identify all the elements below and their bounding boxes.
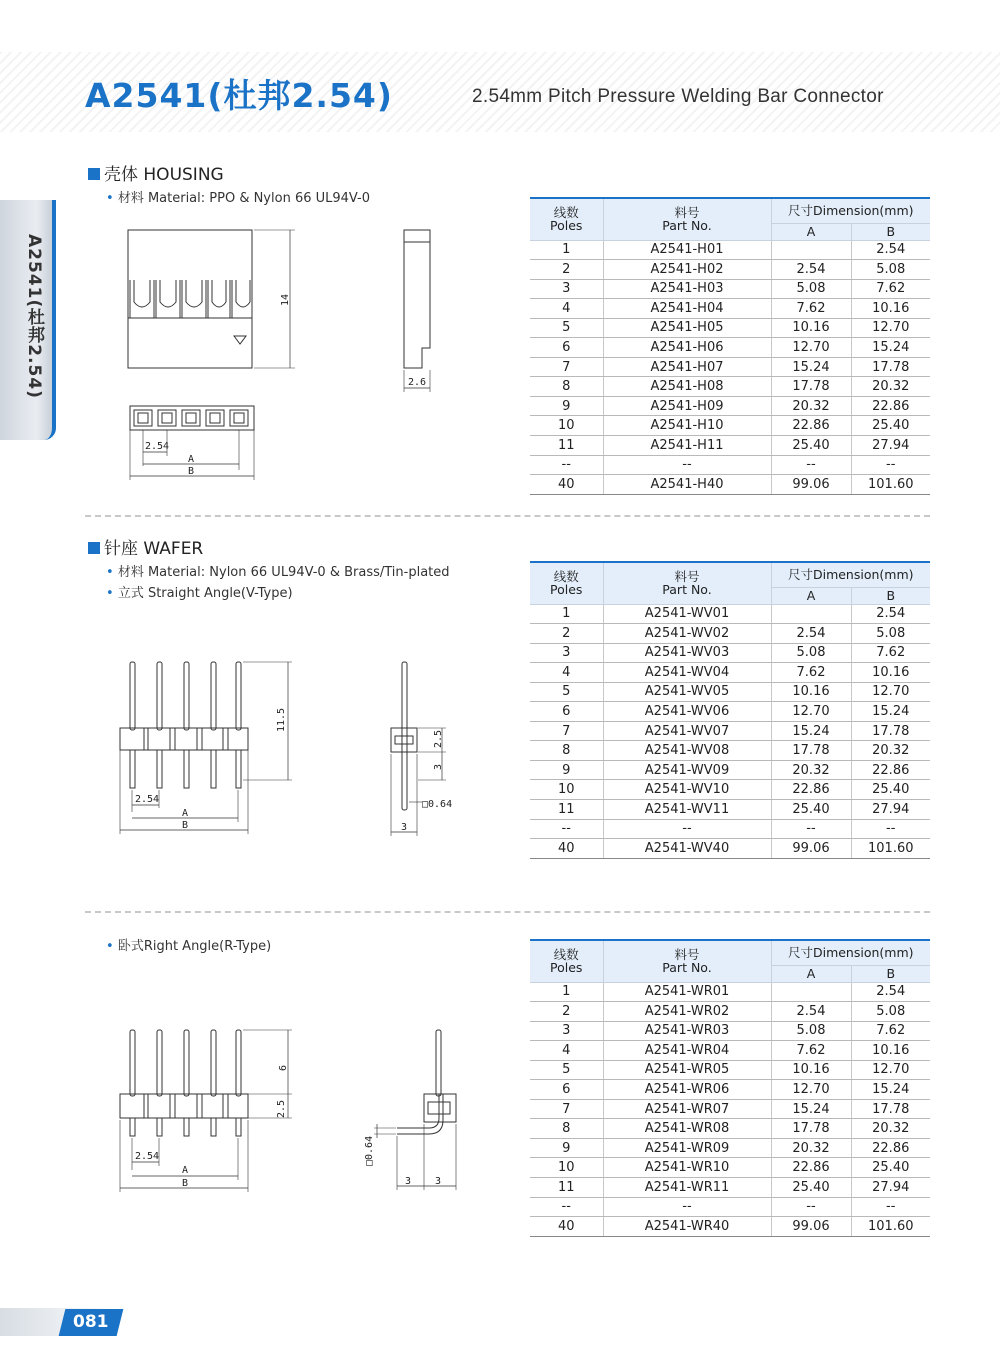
cell-b: 15.24 <box>851 1080 930 1100</box>
cell-a: 17.78 <box>771 1119 851 1139</box>
col-a: A <box>771 965 851 982</box>
cell-b: 101.60 <box>851 1217 930 1237</box>
cell-b: 2.54 <box>851 240 930 260</box>
col-poles: 线数 Poles <box>530 198 603 240</box>
cell-b: 15.24 <box>851 338 930 358</box>
table-row <box>530 721 930 741</box>
housing-drawing <box>100 210 460 490</box>
cell-poles: 10 <box>530 780 603 800</box>
cell-a: 5.08 <box>771 643 851 663</box>
cell-poles: 6 <box>530 702 603 722</box>
table-row <box>530 1002 930 1022</box>
cell-a: 20.32 <box>771 760 851 780</box>
cell-part-no: A2541-WR10 <box>603 1158 771 1178</box>
cell-poles: 11 <box>530 435 603 455</box>
table-row <box>530 1138 930 1158</box>
col-part-no: 料号 Part No. <box>603 562 771 604</box>
cell-b: 7.62 <box>851 1021 930 1041</box>
cell-part-no: -- <box>603 819 771 839</box>
cell-poles: 40 <box>530 1217 603 1237</box>
housing-table <box>530 197 930 495</box>
table-row <box>530 396 930 416</box>
table-row <box>530 357 930 377</box>
wafer-v-dim-depth: 3 <box>401 822 408 833</box>
cell-a: 12.70 <box>771 1080 851 1100</box>
cell-part-no: A2541-WR09 <box>603 1138 771 1158</box>
housing-title-text: 壳体 HOUSING <box>104 165 224 185</box>
cell-poles: 10 <box>530 1158 603 1178</box>
cell-part-no: A2541-H08 <box>603 377 771 397</box>
table-row <box>530 435 930 455</box>
cell-poles: 11 <box>530 1177 603 1197</box>
cell-poles: 6 <box>530 338 603 358</box>
cell-a: -- <box>771 455 851 475</box>
cell-b: -- <box>851 1197 930 1217</box>
housing-dim-a: A <box>188 454 195 465</box>
table-row <box>530 799 930 819</box>
col-b: B <box>851 965 930 982</box>
cell-a: 12.70 <box>771 702 851 722</box>
cell-b: 20.32 <box>851 1119 930 1139</box>
cell-b: 22.86 <box>851 760 930 780</box>
col-a: A <box>771 587 851 604</box>
wafer-r-dim-mid: 2.5 <box>276 1099 287 1118</box>
wafer-r-dim-x1: 3 <box>405 1176 412 1187</box>
col-poles: 线数 Poles <box>530 940 603 982</box>
table-row <box>530 780 930 800</box>
wafer-title-text: 针座 WAFER <box>104 539 204 559</box>
wafer-r-dim-top: 6 <box>278 1064 289 1071</box>
wafer-r-dim-pin: □0.64 <box>364 1135 375 1166</box>
cell-b: 2.54 <box>851 982 930 1002</box>
cell-a: 99.06 <box>771 1217 851 1237</box>
cell-a: 15.24 <box>771 357 851 377</box>
housing-material: • 材料 Material: PPO & Nylon 66 UL94V-0 <box>106 187 370 206</box>
table-row <box>530 1080 930 1100</box>
cell-poles: 6 <box>530 1080 603 1100</box>
cell-a: 25.40 <box>771 1177 851 1197</box>
table-row <box>530 760 930 780</box>
cell-a: 22.86 <box>771 1158 851 1178</box>
cell-part-no: A2541-WV09 <box>603 760 771 780</box>
cell-a: 25.40 <box>771 799 851 819</box>
cell-b: 5.08 <box>851 624 930 644</box>
wafer-type-r: • 卧式Right Angle(R-Type) <box>106 935 271 954</box>
table-row <box>530 982 930 1002</box>
cell-part-no: A2541-WR06 <box>603 1080 771 1100</box>
cell-poles: 2 <box>530 1002 603 1022</box>
cell-b: 27.94 <box>851 799 930 819</box>
cell-a: 10.16 <box>771 1060 851 1080</box>
housing-dim-b: B <box>188 466 195 477</box>
cell-part-no: A2541-WV03 <box>603 643 771 663</box>
housing-dim-depth: 2.6 <box>408 377 427 388</box>
section-square-icon <box>88 168 100 180</box>
col-dimension: 尺寸Dimension(mm) <box>771 198 930 223</box>
cell-a: 7.62 <box>771 299 851 319</box>
table-row <box>530 624 930 644</box>
cell-part-no: A2541-H03 <box>603 279 771 299</box>
wafer-type-v: • 立式 Straight Angle(V-Type) <box>106 582 293 601</box>
table-row <box>530 1158 930 1178</box>
wafer-r-dim-a: A <box>182 1165 189 1176</box>
cell-part-no: A2541-WV05 <box>603 682 771 702</box>
cell-b: 10.16 <box>851 1041 930 1061</box>
cell-poles: -- <box>530 455 603 475</box>
housing-dim-height: 14 <box>280 293 291 306</box>
cell-poles: 5 <box>530 318 603 338</box>
cell-a: 25.40 <box>771 435 851 455</box>
col-a: A <box>771 223 851 240</box>
cell-part-no: A2541-H40 <box>603 475 771 495</box>
table-row <box>530 1197 930 1217</box>
cell-poles: 5 <box>530 1060 603 1080</box>
cell-b: 5.08 <box>851 1002 930 1022</box>
wafer-v-dim-bottom: 3 <box>433 763 444 770</box>
cell-part-no: A2541-WV08 <box>603 741 771 761</box>
cell-b: -- <box>851 455 930 475</box>
table-row <box>530 663 930 683</box>
cell-poles: 9 <box>530 760 603 780</box>
cell-a: 17.78 <box>771 377 851 397</box>
wafer-material: • 材料 Material: Nylon 66 UL94V-0 & Brass/Tin-plated <box>106 561 450 580</box>
table-row <box>530 1119 930 1139</box>
wafer-v-dim-b: B <box>182 820 189 831</box>
col-b: B <box>851 587 930 604</box>
table-row <box>530 279 930 299</box>
table-row <box>530 682 930 702</box>
wafer-r-drawing <box>100 1020 470 1200</box>
cell-poles: 10 <box>530 416 603 436</box>
cell-a: 2.54 <box>771 260 851 280</box>
cell-part-no: A2541-WR40 <box>603 1217 771 1237</box>
table-row <box>530 819 930 839</box>
cell-b: 22.86 <box>851 1138 930 1158</box>
cell-a <box>771 240 851 260</box>
cell-a: 5.08 <box>771 279 851 299</box>
table-row <box>530 741 930 761</box>
cell-a: 7.62 <box>771 1041 851 1061</box>
cell-a: 99.06 <box>771 475 851 495</box>
col-part-no: 料号 Part No. <box>603 940 771 982</box>
cell-poles: -- <box>530 1197 603 1217</box>
cell-a: -- <box>771 819 851 839</box>
cell-b: 25.40 <box>851 1158 930 1178</box>
cell-a: 99.06 <box>771 839 851 859</box>
cell-a: 5.08 <box>771 1021 851 1041</box>
page-number: 081 <box>73 1312 109 1332</box>
cell-b: 10.16 <box>851 299 930 319</box>
col-b: B <box>851 223 930 240</box>
cell-b: 12.70 <box>851 318 930 338</box>
cell-b: 17.78 <box>851 721 930 741</box>
cell-poles: 8 <box>530 377 603 397</box>
cell-part-no: A2541-WV07 <box>603 721 771 741</box>
cell-part-no: -- <box>603 455 771 475</box>
wafer-r-dim-b: B <box>182 1178 189 1189</box>
cell-part-no: A2541-H10 <box>603 416 771 436</box>
cell-poles: 5 <box>530 682 603 702</box>
section-square-icon <box>88 542 100 554</box>
table-row <box>530 299 930 319</box>
wafer-v-dim-a: A <box>182 808 189 819</box>
cell-a: 7.62 <box>771 663 851 683</box>
cell-poles: 1 <box>530 982 603 1002</box>
side-tab-label: A2541(杜邦2.54) <box>24 234 44 399</box>
cell-a: 15.24 <box>771 721 851 741</box>
housing-section-title <box>88 160 224 185</box>
table-row <box>530 1099 930 1119</box>
cell-poles: 8 <box>530 741 603 761</box>
col-dimension: 尺寸Dimension(mm) <box>771 562 930 587</box>
cell-part-no: A2541-H07 <box>603 357 771 377</box>
cell-part-no: A2541-WR07 <box>603 1099 771 1119</box>
section-divider <box>85 515 930 517</box>
wafer-r-dim-x2: 3 <box>435 1176 442 1187</box>
cell-part-no: A2541-WV10 <box>603 780 771 800</box>
wafer-r-dim-pitch: 2.54 <box>135 1151 160 1162</box>
cell-b: 27.94 <box>851 435 930 455</box>
cell-b: 25.40 <box>851 780 930 800</box>
cell-b: 15.24 <box>851 702 930 722</box>
cell-part-no: A2541-WV11 <box>603 799 771 819</box>
cell-part-no: A2541-WR02 <box>603 1002 771 1022</box>
cell-poles: 4 <box>530 299 603 319</box>
table-row <box>530 240 930 260</box>
housing-contact-slots <box>130 280 252 318</box>
table-row <box>530 1177 930 1197</box>
section-divider <box>85 911 930 913</box>
table-row <box>530 455 930 475</box>
cell-poles: 7 <box>530 721 603 741</box>
table-row <box>530 702 930 722</box>
table-row <box>530 1041 930 1061</box>
cell-poles: 2 <box>530 624 603 644</box>
cell-poles: 1 <box>530 604 603 624</box>
housing-cavity-row <box>134 410 248 426</box>
cell-b: 101.60 <box>851 475 930 495</box>
cell-a: 10.16 <box>771 682 851 702</box>
cell-part-no: A2541-WR05 <box>603 1060 771 1080</box>
cell-part-no: -- <box>603 1197 771 1217</box>
wafer-section-title <box>88 534 203 559</box>
page-subtitle: 2.54mm Pitch Pressure Welding Bar Connector <box>472 86 884 107</box>
cell-b: 20.32 <box>851 377 930 397</box>
col-poles: 线数 Poles <box>530 562 603 604</box>
cell-poles: 4 <box>530 1041 603 1061</box>
cell-part-no: A2541-H11 <box>603 435 771 455</box>
cell-a: 20.32 <box>771 396 851 416</box>
table-row <box>530 839 930 859</box>
cell-part-no: A2541-H02 <box>603 260 771 280</box>
cell-poles: 2 <box>530 260 603 280</box>
cell-poles: 7 <box>530 1099 603 1119</box>
cell-b: -- <box>851 819 930 839</box>
cell-poles: 40 <box>530 839 603 859</box>
cell-a: 10.16 <box>771 318 851 338</box>
table-row <box>530 338 930 358</box>
housing-dim-pitch: 2.54 <box>145 441 170 452</box>
cell-b: 25.40 <box>851 416 930 436</box>
col-part-no: 料号 Part No. <box>603 198 771 240</box>
cell-part-no: A2541-WV40 <box>603 839 771 859</box>
wafer-v-dim-total: 11.5 <box>276 707 287 732</box>
cell-part-no: A2541-H05 <box>603 318 771 338</box>
table-row <box>530 1021 930 1041</box>
table-row <box>530 260 930 280</box>
wafer-r-pins <box>130 1030 241 1136</box>
table-row <box>530 1060 930 1080</box>
cell-a: 22.86 <box>771 780 851 800</box>
page-number-tab <box>0 1308 122 1336</box>
cell-b: 12.70 <box>851 1060 930 1080</box>
cell-poles: 40 <box>530 475 603 495</box>
wafer-v-drawing <box>100 650 470 840</box>
cell-part-no: A2541-WV06 <box>603 702 771 722</box>
table-row <box>530 643 930 663</box>
col-dimension: 尺寸Dimension(mm) <box>771 940 930 965</box>
cell-b: 27.94 <box>851 1177 930 1197</box>
wafer-v-dim-pin: □0.64 <box>422 799 453 810</box>
table-row <box>530 377 930 397</box>
wafer-v-dim-pitch: 2.54 <box>135 794 160 805</box>
cell-poles: 9 <box>530 396 603 416</box>
cell-part-no: A2541-H04 <box>603 299 771 319</box>
cell-b: 5.08 <box>851 260 930 280</box>
cell-b: 12.70 <box>851 682 930 702</box>
cell-poles: 4 <box>530 663 603 683</box>
cell-part-no: A2541-WR01 <box>603 982 771 1002</box>
cell-part-no: A2541-WV02 <box>603 624 771 644</box>
cell-poles: 8 <box>530 1119 603 1139</box>
cell-a <box>771 604 851 624</box>
cell-part-no: A2541-WR08 <box>603 1119 771 1139</box>
cell-b: 7.62 <box>851 643 930 663</box>
table-row <box>530 416 930 436</box>
cell-part-no: A2541-H01 <box>603 240 771 260</box>
cell-b: 17.78 <box>851 357 930 377</box>
wafer-v-table <box>530 561 930 859</box>
cell-a: 22.86 <box>771 416 851 436</box>
cell-part-no: A2541-WR03 <box>603 1021 771 1041</box>
cell-a: 2.54 <box>771 1002 851 1022</box>
cell-a: 20.32 <box>771 1138 851 1158</box>
cell-a: 17.78 <box>771 741 851 761</box>
cell-b: 2.54 <box>851 604 930 624</box>
cell-b: 20.32 <box>851 741 930 761</box>
page-title: A2541(杜邦2.54) <box>85 76 393 115</box>
cell-poles: -- <box>530 819 603 839</box>
side-tab <box>0 200 56 440</box>
cell-a: 12.70 <box>771 338 851 358</box>
cell-a: 2.54 <box>771 624 851 644</box>
table-row <box>530 318 930 338</box>
cell-part-no: A2541-H09 <box>603 396 771 416</box>
cell-poles: 3 <box>530 1021 603 1041</box>
cell-b: 7.62 <box>851 279 930 299</box>
cell-poles: 7 <box>530 357 603 377</box>
cell-b: 22.86 <box>851 396 930 416</box>
table-row <box>530 604 930 624</box>
cell-part-no: A2541-H06 <box>603 338 771 358</box>
cell-a <box>771 982 851 1002</box>
wafer-r-table <box>530 939 930 1237</box>
cell-part-no: A2541-WR11 <box>603 1177 771 1197</box>
cell-a: 15.24 <box>771 1099 851 1119</box>
cell-b: 101.60 <box>851 839 930 859</box>
wafer-v-pins <box>130 662 241 788</box>
cell-poles: 11 <box>530 799 603 819</box>
cell-part-no: A2541-WV04 <box>603 663 771 683</box>
table-row <box>530 1217 930 1237</box>
cell-poles: 9 <box>530 1138 603 1158</box>
cell-a: -- <box>771 1197 851 1217</box>
cell-b: 10.16 <box>851 663 930 683</box>
wafer-v-dim-top: 2.5 <box>433 729 444 748</box>
cell-poles: 3 <box>530 643 603 663</box>
cell-part-no: A2541-WR04 <box>603 1041 771 1061</box>
cell-poles: 3 <box>530 279 603 299</box>
cell-part-no: A2541-WV01 <box>603 604 771 624</box>
cell-poles: 1 <box>530 240 603 260</box>
cell-b: 17.78 <box>851 1099 930 1119</box>
table-row <box>530 475 930 495</box>
